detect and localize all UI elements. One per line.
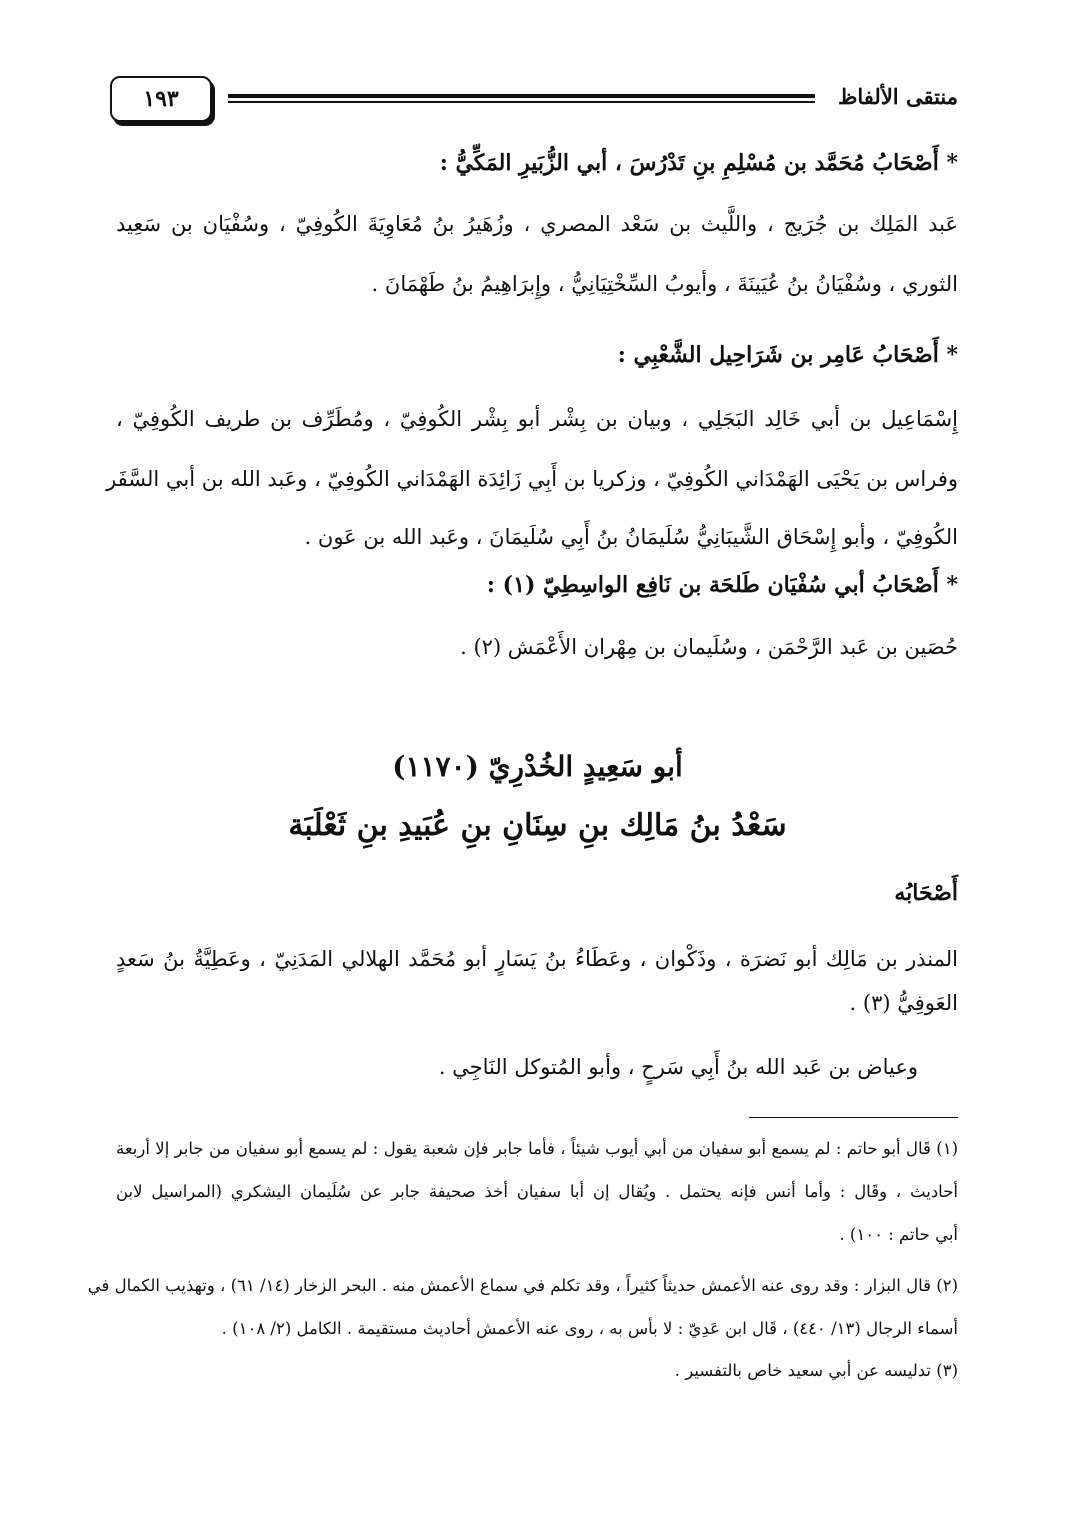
- text-line: وعياض بن عَبد الله بنُ أَبِي سَرحٍ ، وأبو المُتوكل النَاجِي .: [438, 1055, 918, 1079]
- text-line: الثوري ، وسُفْيَانُ بنُ عُيَينَةَ ، وأيوبُ السِّخْتِيَانِيُّ ، وإِبرَاهِيمُ بنُ طَهْمَانَ .: [371, 272, 958, 296]
- companions-subheading: أَصْحَابُه: [894, 880, 958, 906]
- text-line: المنذر بن مَالِك أبو نَضرَة ، وذَكْوان ، وعَطَاءُ بنُ يَسَارٍ أبو مُحَمَّد الهلالي المَدَنِيّ ، وعَطِيَّةُ بنُ سَعدٍ: [116, 947, 958, 971]
- section-heading: * أَصْحَابُ عَامِر بن شَرَاحِيل الشَّعْبِي :: [617, 342, 958, 368]
- text-line: عَبد المَلِك بن جُرَيج ، واللَّيث بن سَعْد المصري ، وزُهَيرُ بنُ مُعَاوِيَةَ الكُوفِيّ ، وسُفْيَان بن سَعِيد: [116, 212, 958, 236]
- footnote-line: (٢) قال البزار : وقد روى عنه الأعمش حديثاً كثيراً ، وقد تكلم في سماع الأعمش منه . البحر الزخار (١٤/ ٦١) ، وتهذيب الكمال في: [87, 1276, 958, 1295]
- text-line: العَوفِيُّ (٣) .: [849, 991, 958, 1015]
- section-heading: * أَصْحَابُ أبي سُفْيَان طَلحَة بن نَافِع الواسِطِيّ (١) :: [486, 572, 958, 598]
- biography-lineage: سَعْدُ بنُ مَالِك بنِ سِنَانِ بنِ عُبَيدِ بنِ ثَعْلَبَة: [288, 808, 787, 843]
- footnote-line: (٣) تدليسه عن أبي سعيد خاص بالتفسير .: [674, 1361, 958, 1380]
- page-number-box: [110, 76, 212, 122]
- section-heading: * أَصْحَابُ مُحَمَّد بن مُسْلِمِ بنِ تَدْرُسَ ، أبي الزُّبَيرِ المَكِّيُّ :: [439, 150, 958, 176]
- page-header: [110, 76, 958, 126]
- footnote-separator: [749, 1117, 958, 1118]
- text-line: وفراس بن يَحْيَى الهَمْدَاني الكُوفِيّ ، وزكريا بن أَبِي زَائِدَة الهَمْدَاني الكُوفِيّ ، وعَبد الله بن أبي السَّفَر: [106, 467, 958, 491]
- header-double-rule: [228, 94, 815, 104]
- running-title: منتقى الألفاظ: [837, 84, 958, 109]
- footnote-line: أبي حاتم : ١٠٠) .: [839, 1225, 958, 1244]
- page-number: ١٩٣: [143, 86, 179, 112]
- text-line: إِسْمَاعِيل بن أبي خَالِد البَجَلِي ، وبيان بن بِشْر أبو بِشْر الكُوفِيّ ، ومُطَرِّف بن طريف الكُوفِيّ ،: [116, 407, 958, 431]
- text-line: الكُوفِيّ ، وأبو إِسْحَاق الشَّيبَانِيُّ سُلَيمَانُ بنُ أَبِي سُلَيمَانَ ، وعَبد الله بن عَون .: [304, 525, 958, 549]
- biography-title: أبو سَعِيدٍ الخُدْرِيّ (١١٧٠): [392, 750, 683, 783]
- footnote-line: أحاديث ، وقَال : وأما أنس فإنه يحتمل . ويُقال إن أبا سفيان أخذ صحيفة جابر عن سُلَيمان اليشكري (المراسيل لابن: [116, 1182, 958, 1201]
- footnote-line: (١) قَال أبو حاتم : لم يسمع أبو سفيان من أبي أيوب شيئاً ، فأما جابر فإن شعبة يقول : لم يسمع أبو سفيان من جابر إلا أربعة: [116, 1139, 958, 1158]
- footnote-line: أسماء الرجال (١٣/ ٤٤٠) ، قَال ابن عَدِيّ : لا بأس به ، روى عنه الأعمش أحاديث مستقيمة . الكامل (٢/ ١٠٨) .: [221, 1319, 958, 1338]
- text-line: حُصَين بن عَبد الرَّحْمَن ، وسُلَيمان بن مِهْران الأَعْمَش (٢) .: [460, 635, 958, 659]
